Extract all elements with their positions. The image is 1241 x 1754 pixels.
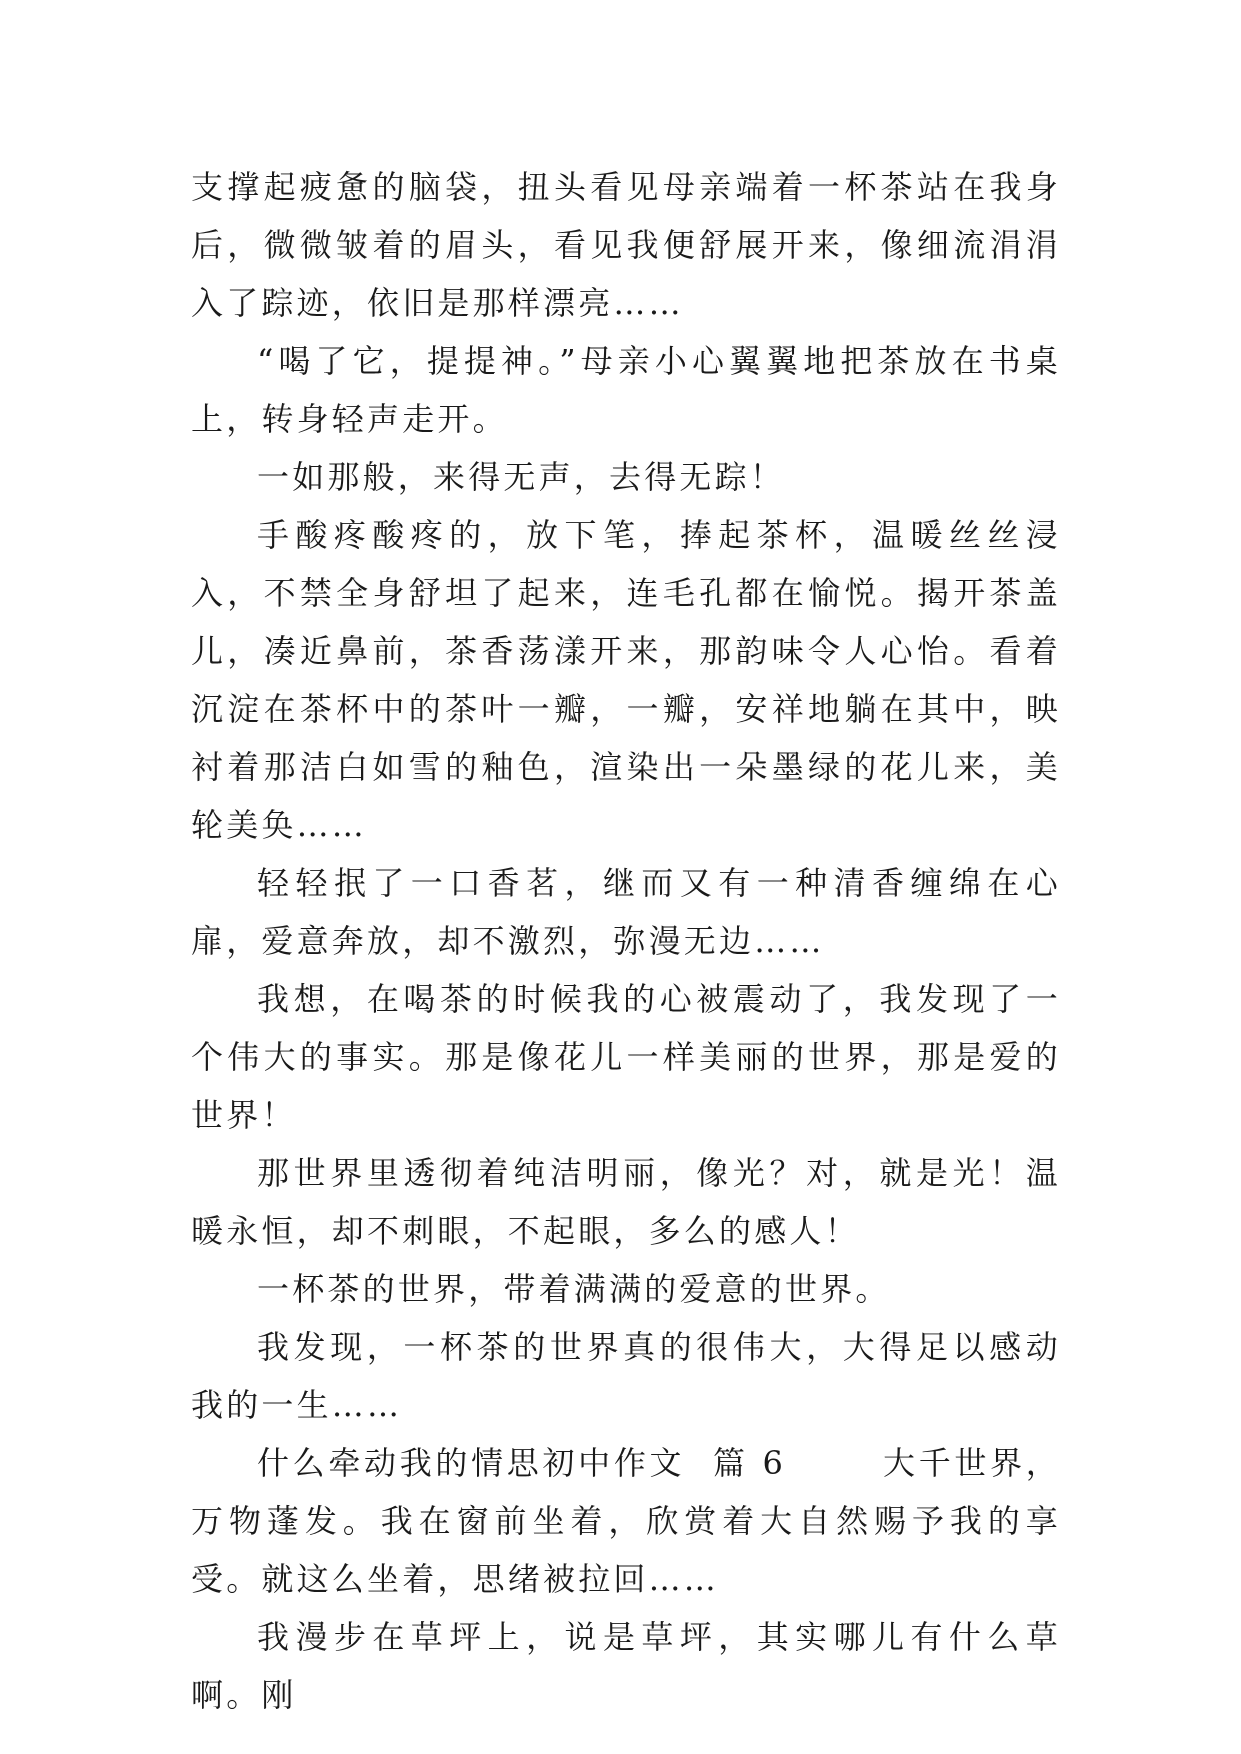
paragraph-8: 一杯茶的世界，带着满满的爱意的世界。 (257, 1270, 891, 1308)
paragraph-2: “喝了它，提提神。”母亲小心翼翼地把茶放在书桌上，转身轻声走开。 (191, 342, 1061, 438)
paragraph-7: 那世界里透彻着纯洁明丽，像光？对，就是光！温暖永恒，却不刺眼，不起眼，多么的感人！ (191, 1154, 1061, 1250)
paragraph-9: 我发现，一杯茶的世界真的很伟大，大得足以感动我的一生…… (191, 1328, 1061, 1424)
paragraph-1: 支撑起疲惫的脑袋，扭头看见母亲端着一杯茶站在我身后，微微皱着的眉头，看见我便舒展开来，像细流涓涓入了踪迹，依旧是那样漂亮…… (191, 168, 1061, 322)
paragraph-6: 我想，在喝茶的时候我的心被震动了，我发现了一个伟大的事实。那是像花儿一样美丽的世界，那是爱的世界！ (191, 980, 1061, 1134)
paragraph-11: 我漫步在草坪上，说是草坪，其实哪儿有什么草啊。刚 (191, 1618, 1061, 1714)
paragraph-5: 轻轻抿了一口香茗，继而又有一种清香缠绵在心扉，爱意奔放，却不激烈，弥漫无边…… (191, 864, 1061, 960)
paragraph-3: 一如那般，来得无声，去得无踪！ (257, 458, 786, 496)
paragraph-4: 手酸疼酸疼的，放下笔，捧起茶杯，温暖丝丝浸入，不禁全身舒坦了起来，连毛孔都在愉悦。揭开茶盖儿，凑近鼻前，茶香荡漾开来，那韵味令人心怡。看着沉淀在茶杯中的茶叶一瓣，一瓣，安祥地躺在其中，映衬着那洁白如雪的釉色，渲染出一朵墨绿的花儿来，美轮美奂…… (191, 516, 1061, 844)
document-page (191, 158, 1061, 1724)
paragraph-10: 什么牵动我的情思初中作文 篇 6 大千世界，万物蓬发。我在窗前坐着，欣赏着大自然赐予我的享受。就这么坐着，思绪被拉回…… (191, 1444, 1061, 1598)
